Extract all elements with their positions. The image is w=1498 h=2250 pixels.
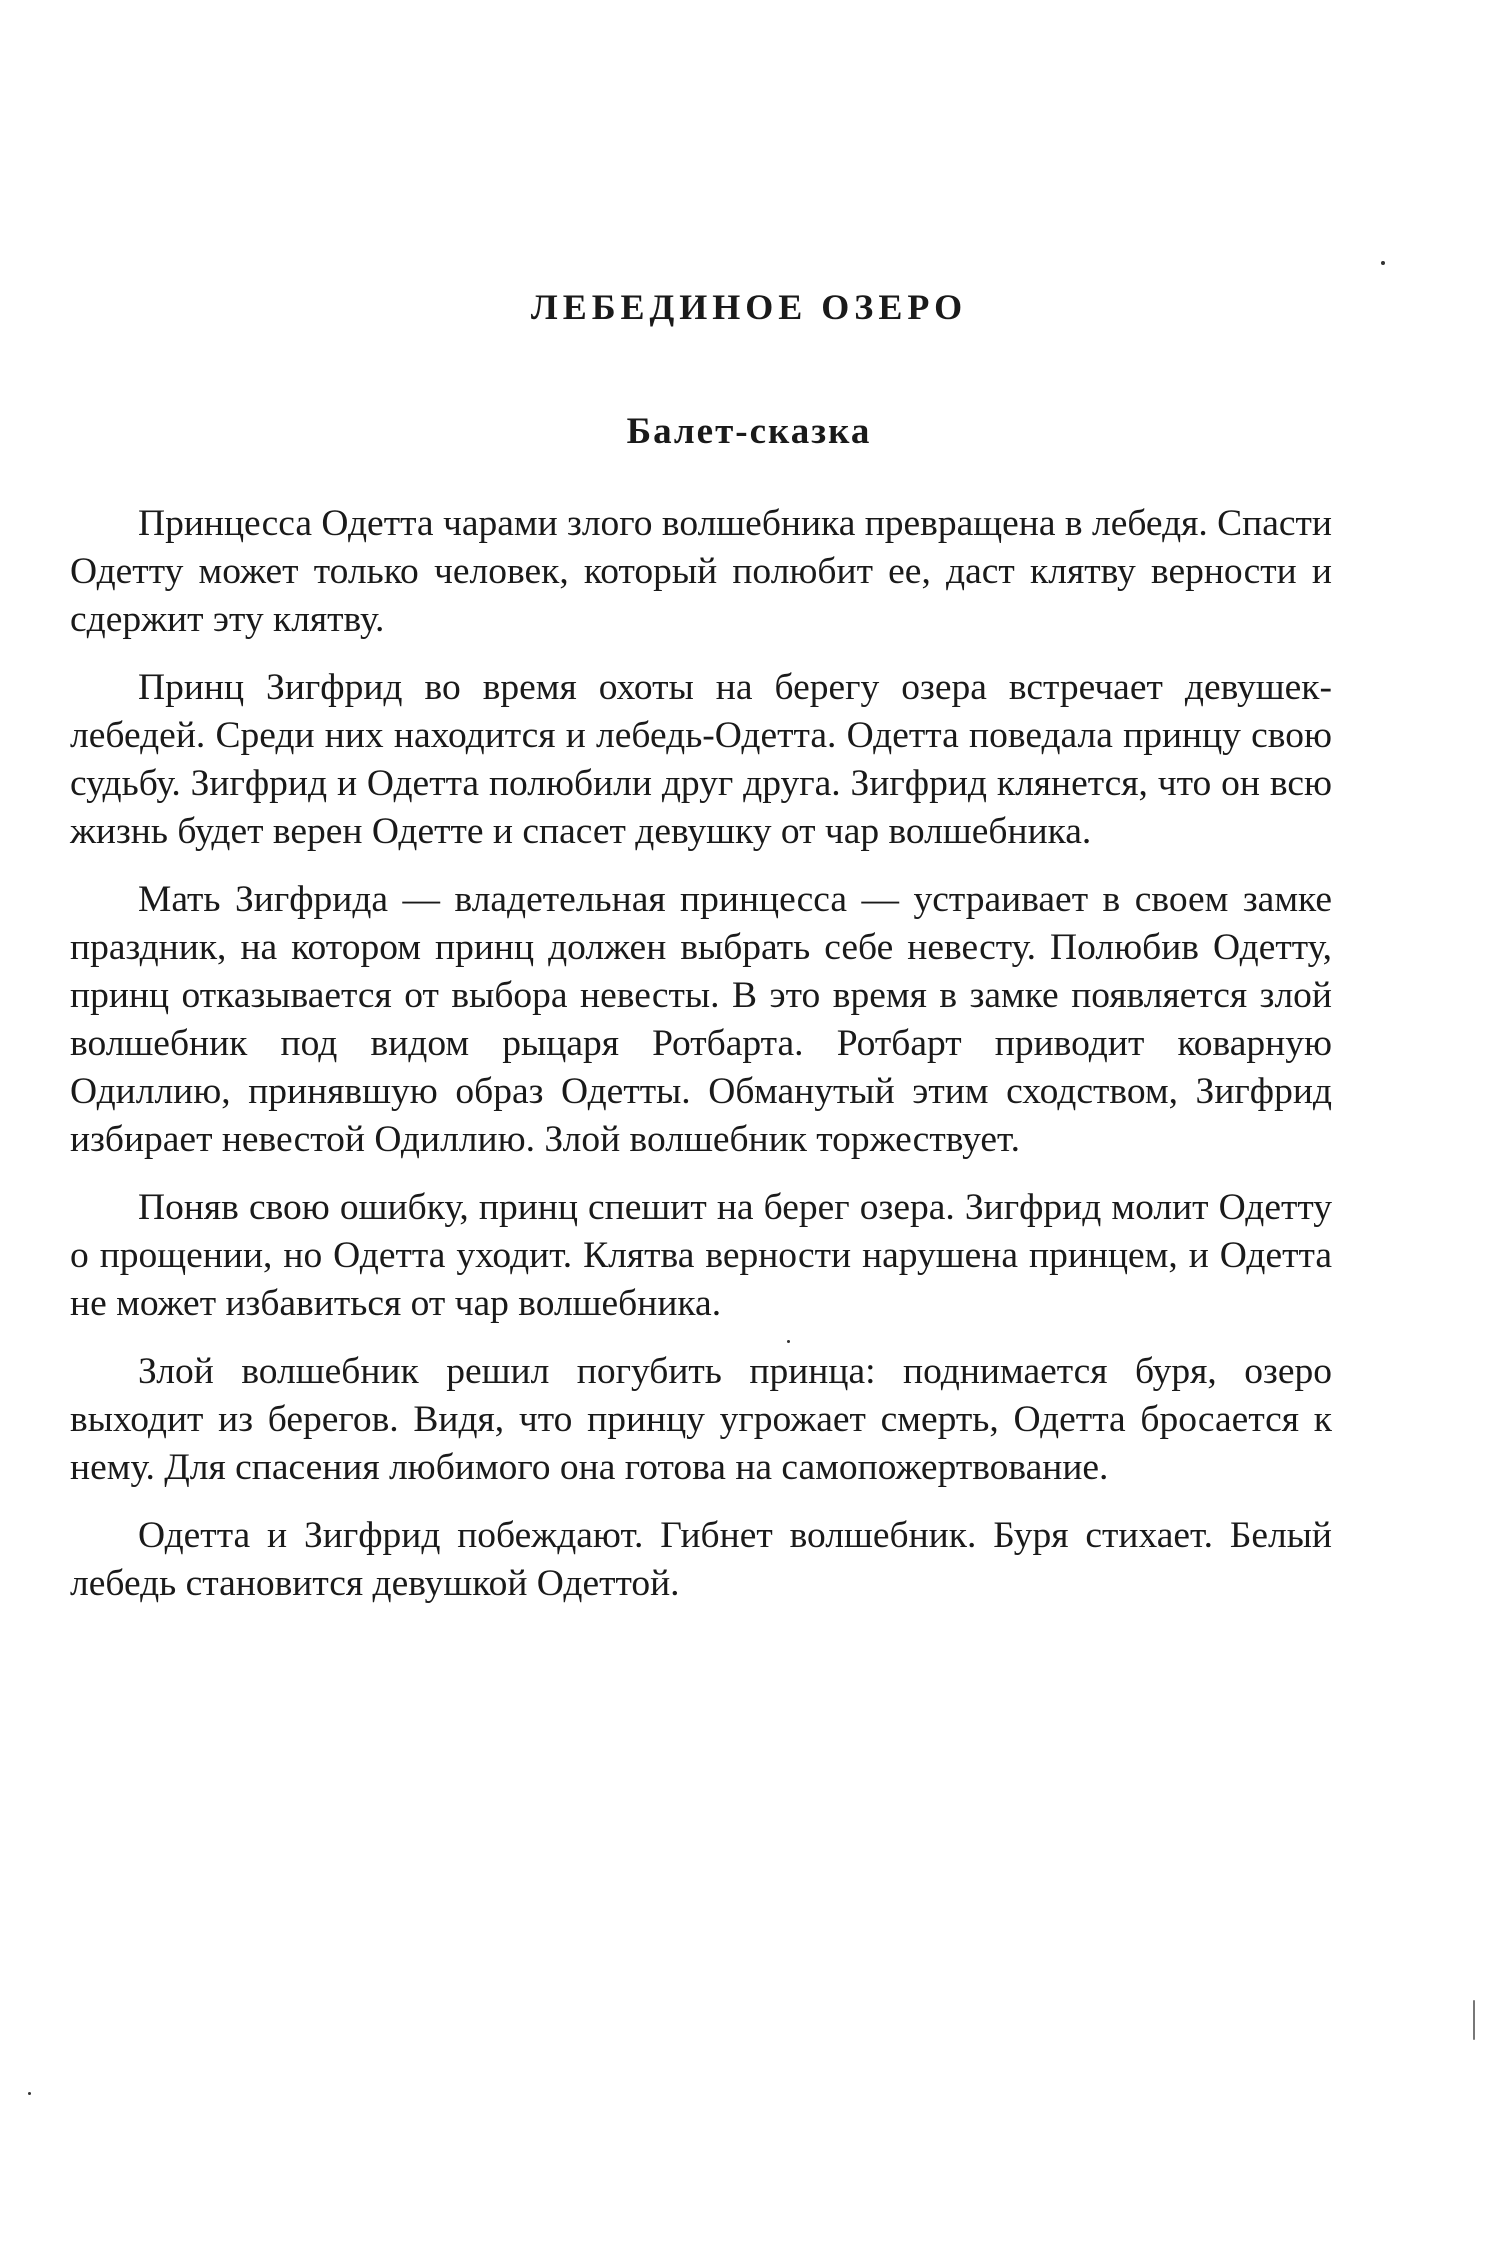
paragraph-2: Принц Зигфрид во время охоты на берегу озера встречает девушек-лебедей. Среди них находится и лебедь-Одетта. Одетта поведала принцу свою судьбу. Зигфрид и Одетта полюбили друг друга. Зигфрид клянется, что он всю жизнь будет верен Одетте и спасет девушку от чар волшебника.: [70, 667, 1332, 852]
scan-speck: [787, 1340, 790, 1343]
synopsis-text: [70, 500, 1332, 1628]
paragraph-5: Злой волшебник решил погубить принца: поднимается буря, озеро выходит из берегов. Видя, что принцу угрожает смерть, Одетта бросается к нему. Для спасения любимого она готова на самопожертвование.: [70, 1351, 1332, 1488]
paragraph-3: Мать Зигфрида — владетельная принцесса — устраивает в своем замке праздник, на котором принц должен выбрать себе невесту. Полюбив Одетту, принц отказывается от выбора невесты. В это время в замке появляется злой волшебник под видом рыцаря Ротбарта. Ротбарт приводит коварную Одиллию, принявшую образ Одетты. Обманутый этим сходством, Зигфрид избирает невестой Одиллию. Злой волшебник торжествует.: [70, 879, 1332, 1160]
scan-speck: [1473, 2000, 1475, 2040]
paragraph-6: Одетта и Зигфрид побеждают. Гибнет волшебник. Буря стихает. Белый лебедь становится девушкой Одеттой.: [70, 1515, 1332, 1604]
page-subtitle: Балет-сказка: [626, 411, 872, 452]
scan-speck: [1381, 261, 1385, 265]
page-title: ЛЕБЕДИНОЕ ОЗЕРО: [530, 287, 968, 327]
paragraph-1: Принцесса Одетта чарами злого волшебника превращена в лебедя. Спасти Одетту может только человек, который полюбит ее, даст клятву верности и сдержит эту клятву.: [70, 503, 1332, 640]
paragraph-4: Поняв свою ошибку, принц спешит на берег озера. Зигфрид молит Одетту о прощении, но Одетта уходит. Клятва верности нарушена принцем, и Одетта не может избавиться от чар волшебника.: [70, 1187, 1332, 1324]
scan-speck: [28, 2092, 31, 2095]
